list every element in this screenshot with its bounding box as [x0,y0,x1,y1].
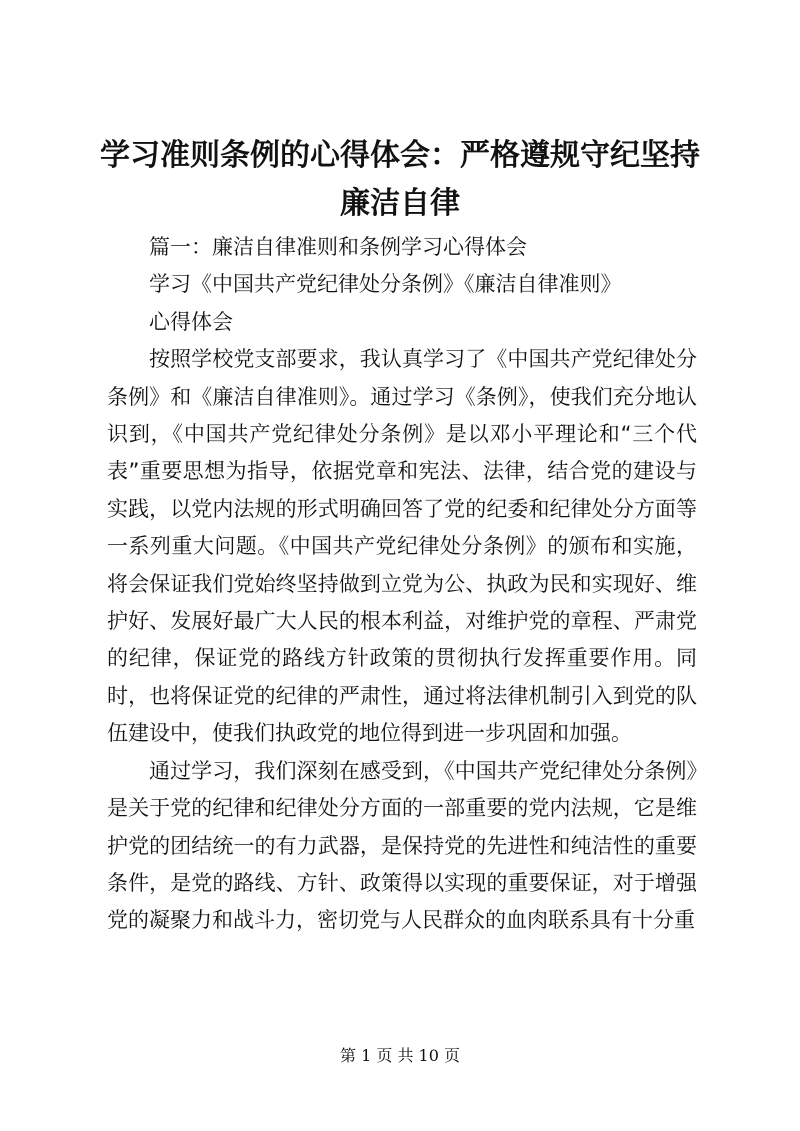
subtitle-line: 心得体会 [149,309,233,334]
page-number-footer: 第 1 页 共 10 页 [340,1046,460,1065]
subtitle-line: 学习《中国共产党纪律处分条例》《廉洁自律准则》 [149,272,622,297]
title-line-2: 廉洁自律 [340,186,460,221]
document-body [107,229,697,940]
section-heading: 篇一：廉洁自律准则和条例学习心得体会 [149,235,527,259]
body-paragraph: 按照学校党支部要求，我认真学习了《中国共产党纪律处分条例》和《廉洁自律准则》。通过学习《条例》，使我们充分地认识到，《中国共产党纪律处分条例》是以邓小平理论和“三个代表”重要思想为指导，依据党章和宪法、法律，结合党的建设与实践，以党内法规的形式明确回答了党的纪委和纪律处分方面等一系列重大问题。《中国共产党纪律处分条例》的颁布和实施，将会保证我们党始终坚持做到立党为公、执政为民和实现好、维护好、发展好最广大人民的根本利益，对维护党的章程、严肃党的纪律，保证党的路线方针政策的贯彻执行发挥重要作用。同时，也将保证党的纪律的严肃性，通过将法律机制引入到党的队伍建设中，使我们执政党的地位得到进一步巩固和加强。 [107,347,697,746]
document-title [60,132,740,228]
body-paragraph: 通过学习，我们深刻在感受到，《中国共产党纪律处分条例》是关于党的纪律和纪律处分方面的一部重要的党内法规，它是维护党的团结统一的有力武器，是保持党的先进性和纯洁性的重要条件，是党的路线、方针、政策得以实现的重要保证，对于增强党的凝聚力和战斗力，密切党与人民群众的血肉联系具有十分重 [107,758,697,933]
title-line-1: 学习准则条例的心得体会：严格遵规守纪坚持 [100,138,700,173]
